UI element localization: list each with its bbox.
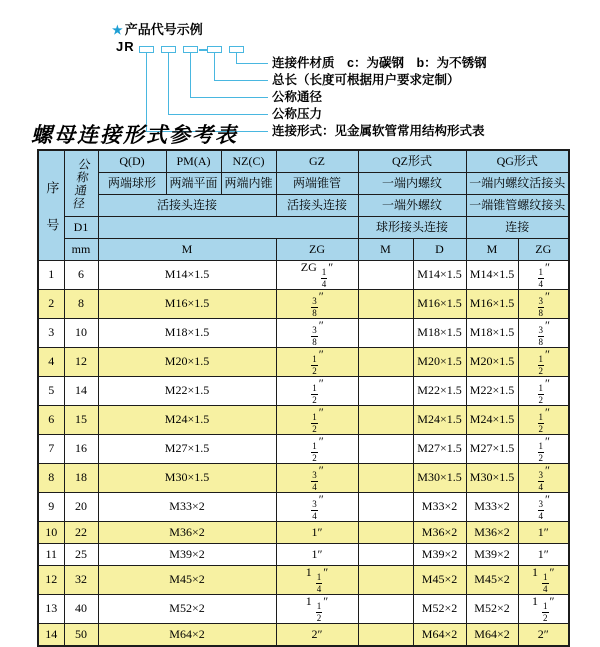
- cell-m: M39×2: [98, 544, 276, 566]
- cell-dn: 40: [64, 595, 98, 624]
- cell-qz-d: M45×2: [413, 566, 466, 595]
- cell-qg-m: M39×2: [466, 544, 518, 566]
- code-dash: [199, 49, 207, 51]
- cell-qz-m: [358, 464, 413, 493]
- cell-m: M27×1.5: [98, 435, 276, 464]
- code-box-1: [139, 46, 154, 53]
- col-desc-qg-1: 一端内螺纹活接头: [466, 173, 569, 195]
- connector-line: [236, 53, 237, 63]
- table-row: [38, 377, 569, 406]
- table-row: [38, 522, 569, 544]
- table-title: 螺母连接形式参考表: [31, 122, 238, 147]
- cell-qg-m: M24×1.5: [466, 406, 518, 435]
- qg-connection-header: 连接: [466, 217, 569, 239]
- unit-qg-zg-header: ZG: [518, 239, 569, 261]
- cell-seq: 11: [38, 544, 64, 566]
- cell-m: M16×1.5: [98, 290, 276, 319]
- cell-qz-m: [358, 348, 413, 377]
- cell-qz-d: M52×2: [413, 595, 466, 624]
- unit-m-header: M: [98, 239, 276, 261]
- cell-qz-m: [358, 435, 413, 464]
- cell-qg-m: M52×2: [466, 595, 518, 624]
- col-desc-nzc: 两端内锥: [221, 173, 276, 195]
- cell-qg-m: M22×1.5: [466, 377, 518, 406]
- empty-header-cell: [98, 217, 358, 239]
- cell-qg-m: M64×2: [466, 624, 518, 647]
- cell-seq: 10: [38, 522, 64, 544]
- cell-qz-d: M30×1.5: [413, 464, 466, 493]
- connector-line: [168, 114, 268, 115]
- code-label-nominal-pressure: 公称压力: [272, 107, 323, 121]
- cell-qg-m: M18×1.5: [466, 319, 518, 348]
- unit-qg-m-header: M: [466, 239, 518, 261]
- cell-qg-m: M45×2: [466, 566, 518, 595]
- cell-gz: $\frac{3}{4}$ ″: [276, 464, 358, 493]
- cell-seq: 6: [38, 406, 64, 435]
- cell-qg-zg: 1″: [518, 522, 569, 544]
- cell-gz: $\frac{1}{2}$ ″: [276, 435, 358, 464]
- cell-gz: 1 $\frac{1}{2}$ ″: [276, 595, 358, 624]
- cell-qg-zg: 1″: [518, 544, 569, 566]
- cell-qz-d: M39×2: [413, 544, 466, 566]
- cell-qz-m: [358, 544, 413, 566]
- connector-line: [190, 53, 191, 97]
- diagram-heading: [112, 19, 203, 38]
- cell-gz: $\frac{3}{8}$ ″: [276, 290, 358, 319]
- connector-line: [236, 63, 268, 64]
- reference-table: [37, 149, 570, 647]
- diagram-heading-text: 产品代号示例: [124, 22, 203, 37]
- table-row: [38, 406, 569, 435]
- cell-qz-m: [358, 595, 413, 624]
- cell-dn: 15: [64, 406, 98, 435]
- connector-line: [214, 80, 268, 81]
- col-desc-gz: 两端锥管: [276, 173, 358, 195]
- col-header-gz: GZ: [276, 150, 358, 173]
- code-label-material: 连接件材质 c：为碳钢 b：为不锈钢: [272, 56, 487, 70]
- cell-seq: 4: [38, 348, 64, 377]
- col-desc-qz-2: 一端外螺纹: [358, 195, 466, 217]
- cell-qg-m: M20×1.5: [466, 348, 518, 377]
- table-row: [38, 261, 569, 290]
- cell-qg-m: M27×1.5: [466, 435, 518, 464]
- code-label-length: 总长（长度可根据用户要求定制）: [272, 73, 460, 87]
- cell-qz-d: M22×1.5: [413, 377, 466, 406]
- cell-m: M33×2: [98, 493, 276, 522]
- cell-qg-m: M30×1.5: [466, 464, 518, 493]
- cell-m: M24×1.5: [98, 406, 276, 435]
- cell-qg-zg: $\frac{3}{8}$ ″: [518, 319, 569, 348]
- cell-qz-m: [358, 522, 413, 544]
- cell-qz-m: [358, 493, 413, 522]
- cell-gz: $\frac{1}{2}$ ″: [276, 348, 358, 377]
- cell-qg-zg: $\frac{1}{2}$ ″: [518, 348, 569, 377]
- table-body: [38, 261, 569, 647]
- cell-gz: 1″: [276, 522, 358, 544]
- cell-qz-d: M20×1.5: [413, 348, 466, 377]
- cell-m: M45×2: [98, 566, 276, 595]
- cell-dn: 25: [64, 544, 98, 566]
- table-row: [38, 435, 569, 464]
- table-row: [38, 493, 569, 522]
- cell-gz: ZG $\frac{1}{4}$ ″: [276, 261, 358, 290]
- cell-qz-m: [358, 290, 413, 319]
- cell-qg-zg: 1 $\frac{1}{2}$ ″: [518, 595, 569, 624]
- col-header-dn: 公称通径: [64, 150, 98, 217]
- cell-qz-m: [358, 319, 413, 348]
- cell-dn: 32: [64, 566, 98, 595]
- cell-qz-d: M24×1.5: [413, 406, 466, 435]
- cell-qg-zg: $\frac{1}{4}$ ″: [518, 261, 569, 290]
- cell-m: M64×2: [98, 624, 276, 647]
- union-connection-header: 活接头连接: [98, 195, 276, 217]
- col-header-seq: 序号: [38, 150, 64, 261]
- cell-qg-zg: $\frac{1}{2}$ ″: [518, 406, 569, 435]
- cell-dn: 8: [64, 290, 98, 319]
- cell-dn: 50: [64, 624, 98, 647]
- cell-qg-zg: $\frac{3}{8}$ ″: [518, 290, 569, 319]
- cell-qz-m: [358, 406, 413, 435]
- cell-qz-m: [358, 624, 413, 647]
- table-row: [38, 566, 569, 595]
- code-box-5: [229, 46, 244, 53]
- cell-m: M30×1.5: [98, 464, 276, 493]
- cell-m: M52×2: [98, 595, 276, 624]
- cell-seq: 3: [38, 319, 64, 348]
- cell-dn: 12: [64, 348, 98, 377]
- table-row: [38, 319, 569, 348]
- cell-qg-zg: $\frac{1}{2}$ ″: [518, 435, 569, 464]
- header-row-3: [38, 195, 569, 217]
- cell-m: M18×1.5: [98, 319, 276, 348]
- cell-qz-d: M27×1.5: [413, 435, 466, 464]
- code-box-3: [183, 46, 198, 53]
- col-desc-qg-2: 一端锥管螺纹接头: [466, 195, 569, 217]
- connector-line: [190, 97, 268, 98]
- connector-line: [168, 53, 169, 114]
- cell-seq: 1: [38, 261, 64, 290]
- cell-qz-d: M33×2: [413, 493, 466, 522]
- cell-qz-d: M64×2: [413, 624, 466, 647]
- code-label-nominal-diameter: 公称通径: [272, 90, 323, 104]
- header-row-4: [38, 217, 569, 239]
- cell-dn: 10: [64, 319, 98, 348]
- col-header-qz: QZ形式: [358, 150, 466, 173]
- cell-qz-m: [358, 261, 413, 290]
- cell-qg-m: M33×2: [466, 493, 518, 522]
- cell-dn: 18: [64, 464, 98, 493]
- cell-dn: 6: [64, 261, 98, 290]
- cell-qz-d: M18×1.5: [413, 319, 466, 348]
- cell-seq: 5: [38, 377, 64, 406]
- cell-qg-m: M14×1.5: [466, 261, 518, 290]
- cell-qz-m: [358, 377, 413, 406]
- cell-qz-d: M36×2: [413, 522, 466, 544]
- cell-seq: 13: [38, 595, 64, 624]
- table-row: [38, 290, 569, 319]
- cell-gz: 1″: [276, 544, 358, 566]
- cell-qg-zg: $\frac{3}{4}$ ″: [518, 464, 569, 493]
- cell-seq: 12: [38, 566, 64, 595]
- cell-gz: 2″: [276, 624, 358, 647]
- code-box-2: [161, 46, 176, 53]
- cell-gz: $\frac{1}{2}$ ″: [276, 377, 358, 406]
- cell-seq: 8: [38, 464, 64, 493]
- cell-seq: 7: [38, 435, 64, 464]
- unit-qz-d-header: D: [413, 239, 466, 261]
- col-header-qg: QG形式: [466, 150, 569, 173]
- code-box-4: [207, 46, 222, 53]
- cell-m: M14×1.5: [98, 261, 276, 290]
- table-row: [38, 544, 569, 566]
- cell-qg-zg: $\frac{1}{2}$ ″: [518, 377, 569, 406]
- cell-m: M36×2: [98, 522, 276, 544]
- connector-line: [214, 53, 215, 80]
- cell-gz: $\frac{1}{2}$ ″: [276, 406, 358, 435]
- cell-qz-d: M14×1.5: [413, 261, 466, 290]
- col-header-nzc: NZ(C): [221, 150, 276, 173]
- col-desc-qd: 两端球形: [98, 173, 166, 195]
- col-desc-pma: 两端平面: [166, 173, 221, 195]
- cell-gz: $\frac{3}{8}$ ″: [276, 319, 358, 348]
- col-desc-qz-1: 一端内螺纹: [358, 173, 466, 195]
- cell-gz: 1 $\frac{1}{4}$ ″: [276, 566, 358, 595]
- cell-seq: 2: [38, 290, 64, 319]
- d1-header: D1: [64, 217, 98, 239]
- cell-dn: 14: [64, 377, 98, 406]
- cell-m: M20×1.5: [98, 348, 276, 377]
- cell-dn: 16: [64, 435, 98, 464]
- unit-qz-m-header: M: [358, 239, 413, 261]
- code-label-connection-form: 连接形式：见金属软管常用结构形式表: [272, 124, 485, 138]
- cell-m: M22×1.5: [98, 377, 276, 406]
- cell-qg-zg: $\frac{3}{4}$ ″: [518, 493, 569, 522]
- unit-mm-header: mm: [64, 239, 98, 261]
- cell-gz: $\frac{3}{4}$ ″: [276, 493, 358, 522]
- cell-dn: 20: [64, 493, 98, 522]
- star-icon: ★: [112, 23, 123, 37]
- header-row-2: [38, 173, 569, 195]
- header-row-5: [38, 239, 569, 261]
- col-header-qd: Q(D): [98, 150, 166, 173]
- cell-qg-m: M36×2: [466, 522, 518, 544]
- unit-zg-header: ZG: [276, 239, 358, 261]
- qz-connection-header: 球形接头连接: [358, 217, 466, 239]
- cell-seq: 14: [38, 624, 64, 647]
- header-row-1: [38, 150, 569, 173]
- cell-qz-d: M16×1.5: [413, 290, 466, 319]
- cell-qz-m: [358, 566, 413, 595]
- table-row: [38, 348, 569, 377]
- cell-qg-zg: 1 $\frac{1}{4}$ ″: [518, 566, 569, 595]
- gz-connection-header: 活接头连接: [276, 195, 358, 217]
- cell-qg-zg: 2″: [518, 624, 569, 647]
- cell-seq: 9: [38, 493, 64, 522]
- table-row: [38, 624, 569, 647]
- product-code-prefix: JR: [116, 39, 135, 54]
- table-row: [38, 595, 569, 624]
- cell-dn: 22: [64, 522, 98, 544]
- table-row: [38, 464, 569, 493]
- col-header-pma: PM(A): [166, 150, 221, 173]
- cell-qg-m: M16×1.5: [466, 290, 518, 319]
